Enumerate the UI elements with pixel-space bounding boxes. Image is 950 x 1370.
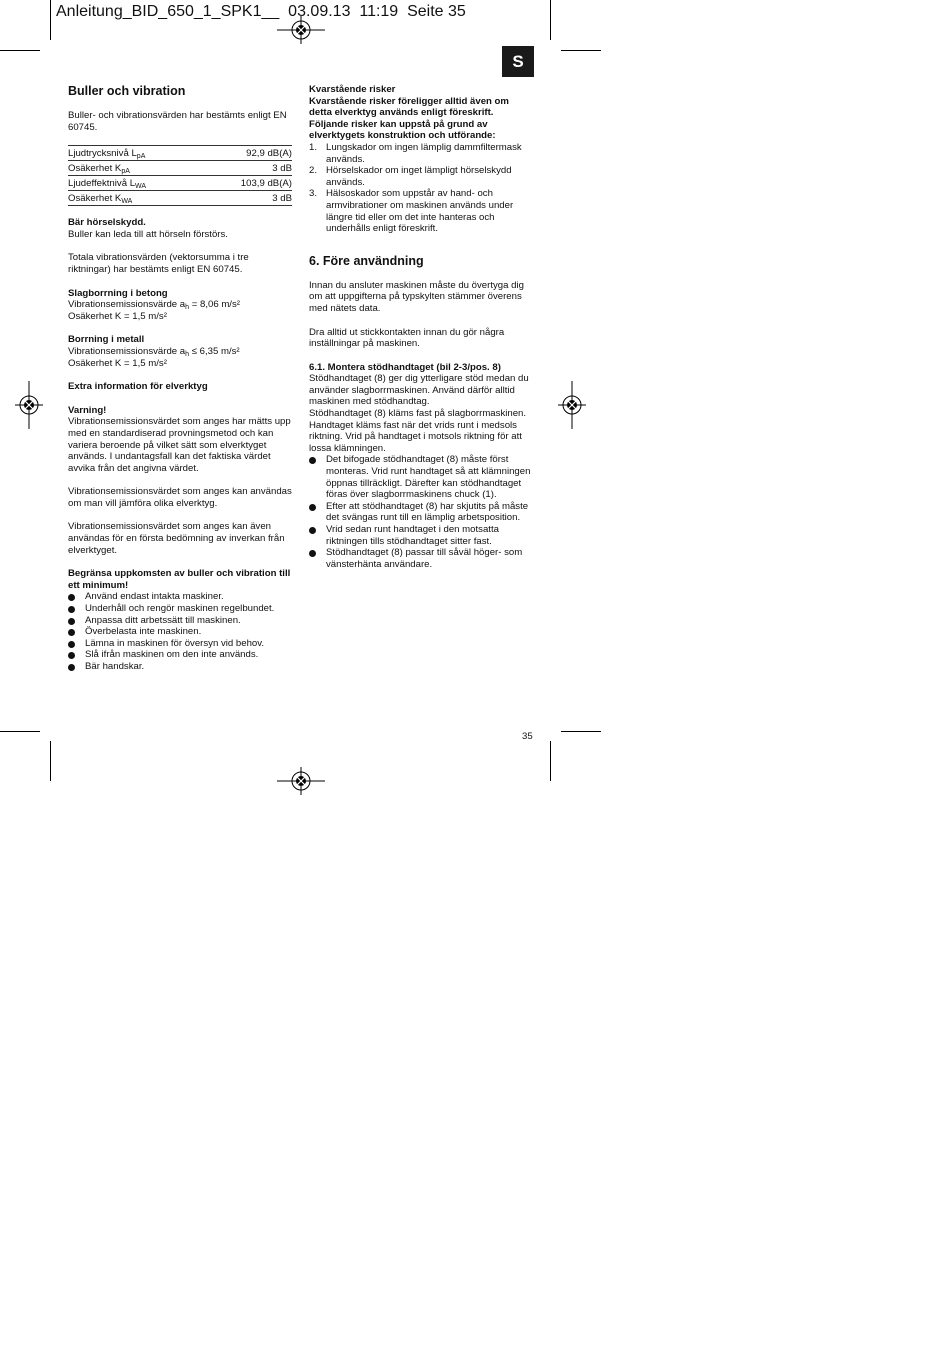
left-column xyxy=(68,84,292,673)
residual-risk-list xyxy=(309,142,533,235)
crop-mark-bottom-left-v xyxy=(50,741,51,781)
right-column xyxy=(309,84,533,570)
list-text: Hörselskador om inget lämpligt hörselskydd används. xyxy=(326,165,512,188)
warning-text: Vibrationsemissionsvärdet som anges har mätts upp med en standardiserad provningsmetod och kan variera beroende på vilket sätt som elverktyget används. I undantagsfall kan det faktiska värdet avvika från det angivna värdet. xyxy=(68,416,291,474)
limit-heading: Begränsa uppkomsten av buller och vibration till ett minimum! xyxy=(68,568,291,591)
crop-mark-top-right-h xyxy=(561,50,601,51)
impact-heading: Slagborrning i betong xyxy=(68,287,168,299)
crop-mark-bottom-right-v xyxy=(550,741,551,781)
list-item: Överbelasta inte maskinen. xyxy=(68,626,292,638)
section-title-noise: Buller och vibration xyxy=(68,84,186,98)
list-item: Slå ifrån maskinen om den inte används. xyxy=(68,649,292,661)
warning-heading: Varning! xyxy=(68,404,107,416)
spec-table-row xyxy=(68,191,292,206)
handle-text-2: Stödhandtaget (8) kläms fast på slagborrmaskinen. Handtaget kläms fast när det vrids runt i medsols riktning. Vrid på handtaget i motsols riktning för att lossa klämningen. xyxy=(309,408,527,454)
list-item: Vrid sedan runt handtaget i den motsatta riktningen tills stödhandtaget sitter fast. xyxy=(309,524,533,547)
spec-table-row xyxy=(68,146,292,161)
impact-uncertainty-line: Osäkerhet K = 1,5 m/s² xyxy=(68,310,167,322)
hearing-text: Buller kan leda till att hörseln förstörs. xyxy=(68,228,228,240)
spec-value: 3 dB xyxy=(272,192,292,204)
print-header: Anleitung_BID_650_1_SPK1__ 03.09.13 11:19 Seite 35 xyxy=(56,3,466,20)
handle-bullet-list xyxy=(309,454,533,570)
residual-heading: Kvarstående risker xyxy=(309,84,396,95)
spec-label: Ljudtrycksnivå $L_{pA}$ xyxy=(68,147,146,160)
spec-label: Osäkerhet $K_{WA}$ xyxy=(68,192,133,205)
list-text: Lungskador om ingen lämplig dammfiltermask används. xyxy=(326,141,522,165)
spec-label: Ljudeffektnivå $L_{WA}$ xyxy=(68,177,147,190)
language-tab: S xyxy=(502,46,534,77)
numbered-list-item xyxy=(309,165,533,188)
numbered-list-item xyxy=(309,188,533,234)
subsection-heading-handle: 6.1. Montera stödhandtaget (bil 2-3/pos. 8) xyxy=(309,361,501,373)
before-use-text-2: Dra alltid ut stickkontakten innan du gör några inställningar på maskinen. xyxy=(309,326,505,350)
metal-heading: Borrning i metall xyxy=(68,334,145,346)
noise-intro: Buller- och vibrationsvärden har bestämts enligt EN 60745. xyxy=(68,110,287,133)
list-item: Bär handskar. xyxy=(68,661,292,673)
list-item: Det bifogade stödhandtaget (8) måste först monteras. Vrid runt handtaget så att klämningen öppnas tillräckligt. Därefter kan stödhandtaget föras över slagborrmaskinens chuck (1). xyxy=(309,454,533,500)
registration-mark-bottom-icon xyxy=(277,767,325,795)
extra-info-heading: Extra information för elverktyg xyxy=(68,381,208,393)
metal-uncertainty-line: Osäkerhet K = 1,5 m/s² xyxy=(68,357,167,369)
crop-mark-bottom-left-h xyxy=(0,731,40,732)
registration-mark-left-icon xyxy=(15,381,43,429)
list-number: 2. xyxy=(309,165,318,177)
spec-value: 103,9 dB(A) xyxy=(240,177,292,189)
spec-table-row xyxy=(68,176,292,191)
list-item: Stödhandtaget (8) passar till såväl höger- som vänsterhänta användare. xyxy=(309,547,533,570)
list-text: Hälsoskador som uppstår av hand- och armvibrationer om maskinen används under längre tid eller om det inte hanteras och underhålls enligt föreskrift. xyxy=(326,188,514,235)
list-number: 3. xyxy=(309,188,318,200)
impact-emission-line: Vibrationsemissionsvärde $a_h = 8,06$ m/s² xyxy=(68,299,240,312)
numbered-list-item xyxy=(309,142,533,165)
registration-mark-top-icon xyxy=(277,16,325,44)
compare-text: Vibrationsemissionsvärdet som anges kan användas om man vill jämföra olika elverktyg. xyxy=(68,486,292,509)
crop-mark-bottom-right-h xyxy=(561,731,601,732)
metal-emission-line: Vibrationsemissionsvärde $a_h \le 6,35$ m/s² xyxy=(68,345,240,358)
assess-text: Vibrationsemissionsvärdet som anges kan även användas för en första bedömning av inverkan från elverktyget. xyxy=(68,521,285,556)
limit-bullet-list xyxy=(68,591,292,672)
list-item: Lämna in maskinen för översyn vid behov. xyxy=(68,638,292,650)
total-vibration-text: Totala vibrationsvärden (vektorsumma i tre riktningar) har bestämts enligt EN 60745. xyxy=(68,252,249,275)
spec-table xyxy=(68,145,292,206)
before-use-text-1: Innan du ansluter maskinen måste du övertyga dig om att uppgifterna på typskylten stämmer överens med nätets data. xyxy=(309,279,524,314)
page-number: 35 xyxy=(522,731,533,742)
list-item: Anpassa ditt arbetssätt till maskinen. xyxy=(68,615,292,627)
handle-text-1: Stödhandtaget (8) ger dig ytterligare stöd medan du använder slagborrmaskinen. Använd därför alltid maskinen med stödhandtag. xyxy=(309,373,529,408)
spec-label: Osäkerhet $K_{pA}$ xyxy=(68,162,130,175)
hearing-heading: Bär hörselskydd. xyxy=(68,217,146,229)
spec-value: 3 dB xyxy=(272,162,292,174)
crop-mark-top-left-h xyxy=(0,50,40,51)
spec-value: 92,9 dB(A) xyxy=(246,147,292,159)
list-item: Underhåll och rengör maskinen regelbundet. xyxy=(68,603,292,615)
crop-mark-top-right-v xyxy=(550,0,551,40)
crop-mark-top-left-v xyxy=(50,0,51,40)
residual-bold-text: Kvarstående risker föreligger alltid även om detta elverktyg används enligt föreskrift. Följande risker kan uppstå på grund av elverktygets konstruktion och utförande: xyxy=(309,95,509,142)
list-number: 1. xyxy=(309,141,318,153)
registration-mark-right-icon xyxy=(558,381,586,429)
list-item: Använd endast intakta maskiner. xyxy=(68,591,292,603)
section-title-before-use: 6. Före användning xyxy=(309,253,424,268)
spec-table-row xyxy=(68,161,292,176)
list-item: Efter att stödhandtaget (8) har skjutits på måste det svängas runt till en lämplig arbetsposition. xyxy=(309,501,533,524)
